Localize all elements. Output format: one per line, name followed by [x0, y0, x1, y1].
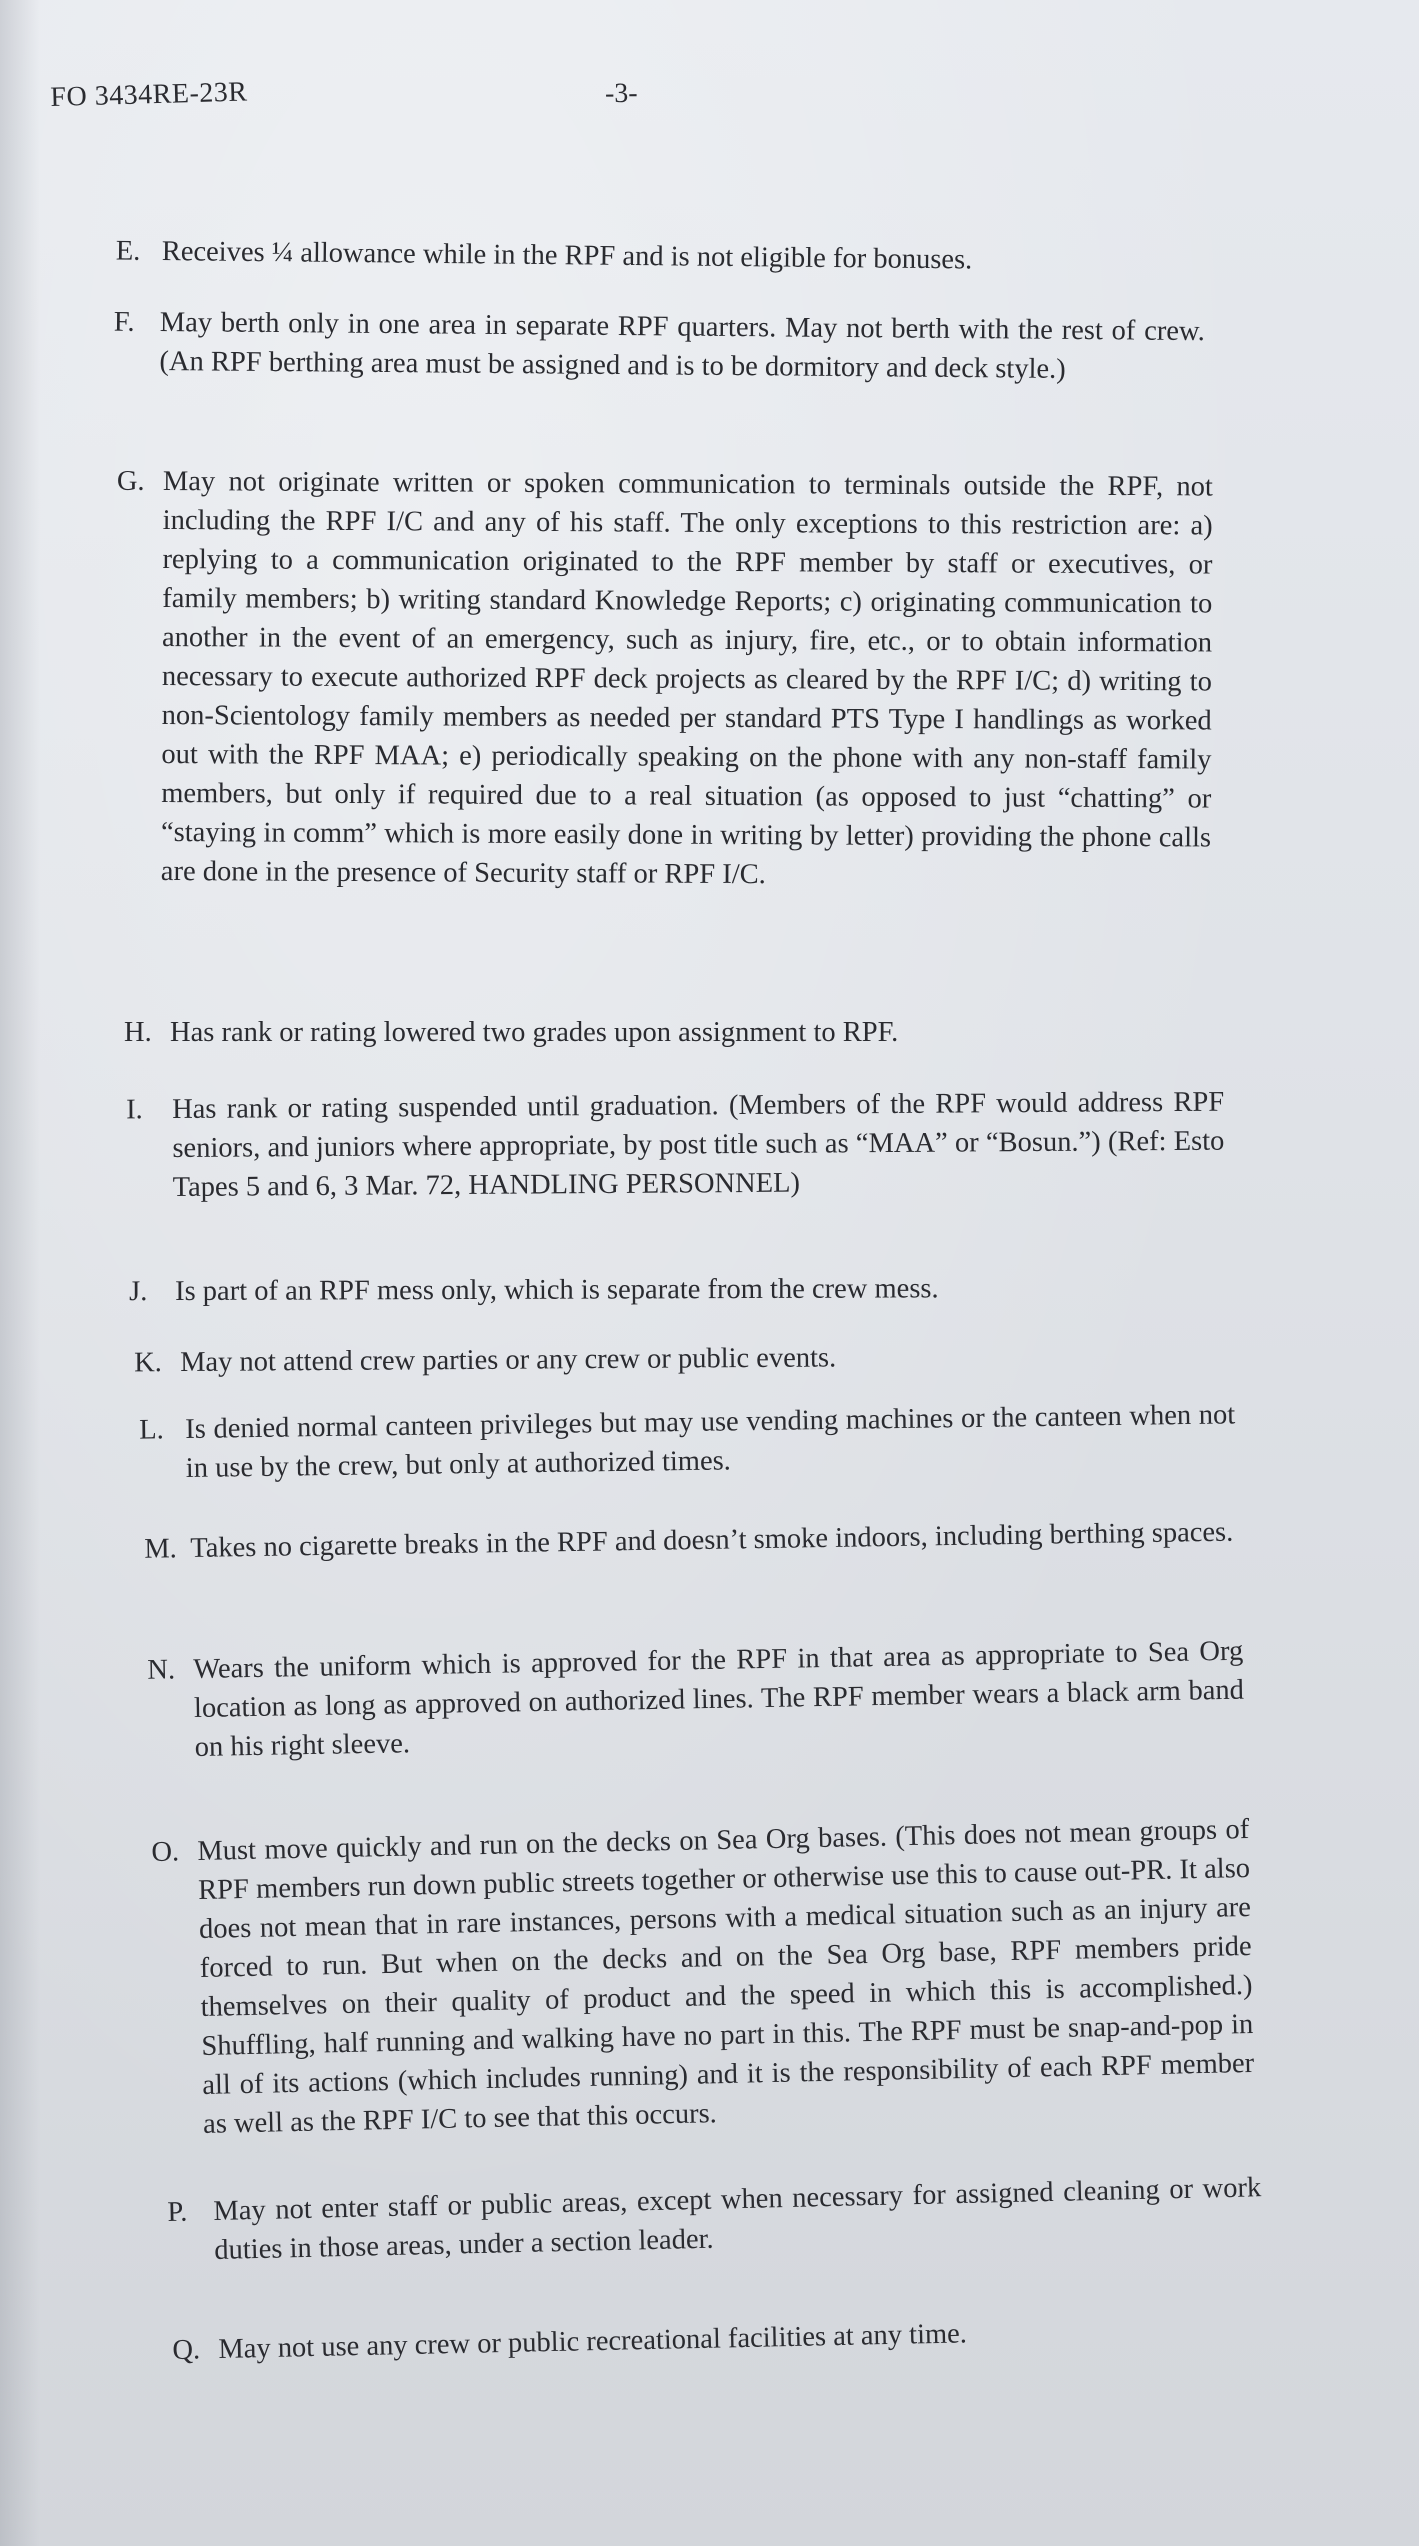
list-item-p [167, 2168, 1262, 2270]
item-letter: I. [126, 1094, 143, 1126]
item-text: Must move quickly and run on the decks on Sea Org bases. (This does not mean groups of RPF members run down public streets together or otherwise use this to cause out-PR. It also does not mean that in rare instances, persons with a medical situation such as an injury are forced to run. But when on the decks and on the Sea Org base, RPF members pride themselves on their quality of product and the speed in which this is accomplished.) Shuffling, half running and walking have no part in this. The RPF must be snap-and-pop in all of its actions (which includes running) and it is the responsibility of each RPF member as well as the RPF I/C to see that this occurs. [197, 1813, 1255, 2140]
item-text: Has rank or rating lowered two grades upon assignment to RPF. [170, 1017, 899, 1048]
item-letter: J. [129, 1276, 148, 1308]
item-text: Is part of an RPF mess only, which is separate from the crew mess. [175, 1273, 939, 1307]
list-item-k [134, 1336, 1230, 1382]
item-letter: H. [124, 1017, 152, 1048]
item-letter: M. [144, 1533, 178, 1565]
item-letter: O. [151, 1836, 180, 1868]
item-letter: K. [134, 1347, 162, 1379]
list-item-q [172, 2308, 1264, 2369]
list-item-e [115, 232, 1207, 282]
item-letter: F. [113, 306, 135, 338]
item-text: Is denied normal canteen privileges but may use vending machines or the canteen when not in use by the crew, but only at authorized times. [185, 1399, 1236, 1484]
item-text: Has rank or rating suspended until graduation. (Members of the RPF would address RPF seniors, and juniors where appropriate, by post title such as “MAA” or “Bosun.”) (Ref: Esto Tapes 5 and 6, 3 Mar. 72, HANDLING PERSONNEL) [172, 1086, 1225, 1203]
list-item-o [151, 1810, 1255, 2144]
item-letter: L. [139, 1414, 165, 1446]
item-text: May not originate written or spoken communication to terminals outside the RPF, not including the RPF I/C and any of his staff. The only exceptions to this restriction are: a) replying to a communication originated to the RPF member by staff or executives, or family members; b) writing standard Knowledge Reports; c) originating communication to another in the event of an emergency, such as injury, fire, etc., or to obtain information necessary to execute authorized RPF deck projects as cleared by the RPF I/C; d) writing to non-Scientology family members as needed per standard PTS Type I handlings as worked out with the RPF MAA; e) periodically speaking on the phone with any non-staff family members, but only if required due to a real situation (as opposed to just “chatting” or “staying in comm” which is more easily done in writing by letter) providing the phone calls are done in the presence of Security staff or RPF I/C. [160, 465, 1213, 891]
item-text: Receives ¼ allowance while in the RPF and is not eligible for bonuses. [161, 235, 973, 276]
page-edge-shadow [0, 0, 40, 2546]
list-item-i [126, 1083, 1225, 1207]
item-text: May berth only in one area in separate RPF quarters. May not berth with the rest of crew. (An RPF berthing area must be assigned and is to be dormitory and deck style.) [159, 306, 1205, 385]
item-letter: N. [147, 1654, 176, 1686]
item-text: Takes no cigarette breaks in the RPF and doesn’t smoke indoors, including berthing spaces. [190, 1516, 1234, 1564]
item-letter: G. [116, 465, 145, 497]
item-text: May not enter staff or public areas, except when necessary for assigned cleaning or work duties in those areas, under a section leader. [213, 2172, 1262, 2266]
list-item-h [124, 1013, 1220, 1052]
list-item-g [116, 462, 1213, 896]
item-text: May not attend crew parties or any crew or public events. [180, 1342, 837, 1378]
item-letter: P. [167, 2196, 188, 2229]
item-letter: E. [115, 235, 141, 267]
list-item-n [147, 1632, 1245, 1767]
page-number: -3- [604, 77, 638, 110]
item-text: Wears the uniform which is approved for the RPF in that area as appropriate to Sea Org location as long as approved on authorized lines. The RPF member wears a black arm band on his right sleeve. [193, 1635, 1245, 1763]
list-item-m [144, 1512, 1242, 1568]
list-item-j [129, 1268, 1225, 1311]
item-text: May not use any crew or public recreational facilities at any time. [218, 2318, 968, 2365]
list-item-l [139, 1395, 1236, 1488]
list-item-f [113, 303, 1205, 390]
item-letter: Q. [172, 2334, 201, 2366]
document-id: FO 3434RE-23R [50, 76, 248, 113]
